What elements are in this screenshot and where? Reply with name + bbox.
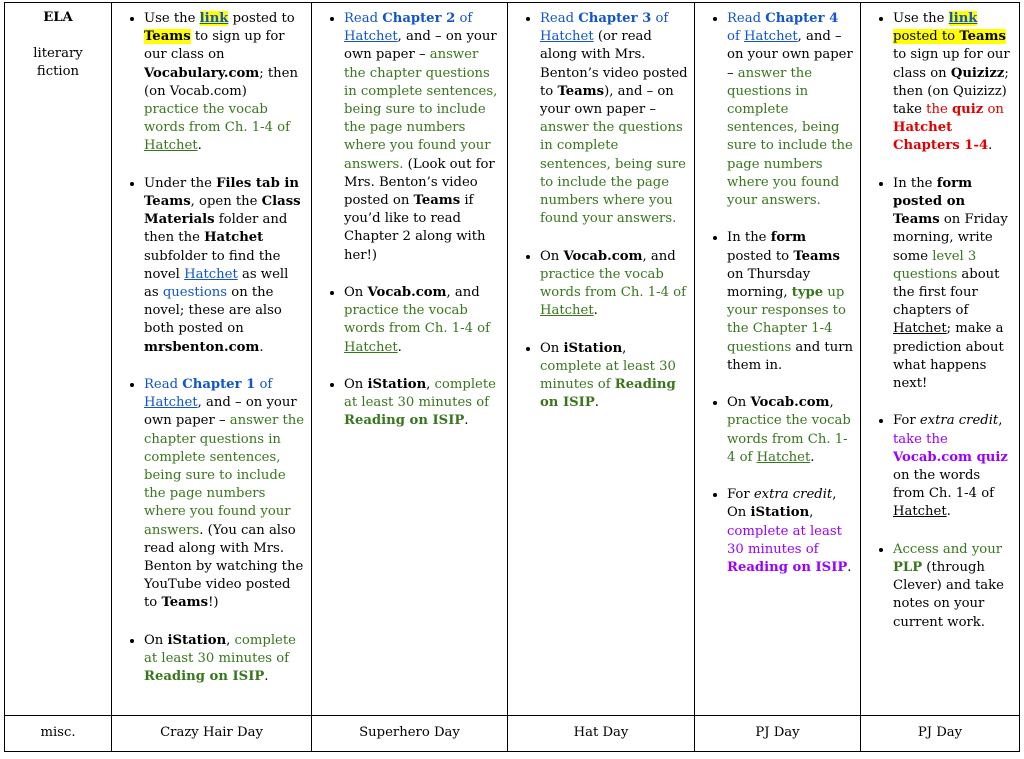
text: ; make a prediction about what happens next!	[893, 321, 1004, 392]
text: .	[847, 560, 852, 576]
list-item	[344, 375, 501, 431]
text: .	[264, 669, 269, 685]
text: Hatchet	[540, 303, 594, 319]
list-item	[727, 485, 854, 577]
text: on	[983, 102, 1004, 118]
text: iStation	[367, 377, 427, 393]
text: take the	[893, 431, 948, 447]
text: practice the vocab words from Ch. 1-4 of	[144, 102, 290, 136]
text: .	[594, 395, 599, 411]
text: !)	[208, 595, 219, 611]
text: iStation	[167, 632, 227, 648]
text: .	[197, 138, 202, 154]
questions-link[interactable]: questions	[162, 285, 228, 301]
hatchet-link[interactable]: Hatchet	[540, 29, 594, 45]
day3-cell	[508, 3, 695, 716]
text: PLP	[893, 560, 923, 576]
text: Hatchet	[344, 339, 398, 355]
text: On	[344, 377, 368, 393]
text: subfolder to find the novel	[144, 248, 281, 282]
text: Teams	[161, 595, 209, 611]
list-item	[893, 411, 1013, 521]
list-item	[540, 9, 688, 228]
text: Chapter 4	[765, 11, 839, 26]
list-item	[540, 339, 688, 413]
text: In the	[727, 230, 771, 246]
text: and turn them in.	[727, 339, 854, 373]
text: on Thursday morning,	[727, 266, 811, 301]
text: Quizizz	[950, 65, 1005, 81]
day5-cell	[861, 3, 1020, 716]
text: Hatchet	[893, 321, 947, 337]
subject-title: ELA	[43, 10, 73, 25]
text: iStation	[750, 505, 810, 521]
text: complete at least 30 minutes of	[344, 377, 496, 411]
text: (through Clever) and take notes on your current work.	[893, 560, 1004, 630]
text: form	[770, 230, 807, 246]
text: .	[397, 339, 402, 355]
subject-subtitle: fiction	[36, 64, 80, 80]
day2-cell	[312, 3, 508, 716]
text: to sign up for our class on	[144, 29, 285, 63]
text: , and – on your own paper –	[727, 29, 853, 81]
text: .	[259, 339, 264, 355]
text: On	[540, 248, 564, 264]
subject-cell-ela	[5, 3, 112, 716]
text: practice the vocab words from Ch. 1-4 of	[727, 413, 851, 465]
text: Vocab.com	[367, 285, 447, 301]
day4-theme: PJ Day	[695, 716, 861, 752]
text: Teams	[557, 83, 605, 99]
text: .	[946, 504, 951, 520]
text: Hatchet	[204, 230, 264, 246]
list-item	[144, 631, 305, 687]
text: Chapter 2	[382, 11, 456, 26]
text: Read	[144, 377, 183, 393]
quizizz-signup-link[interactable]: link	[948, 11, 978, 26]
text: ,	[426, 377, 435, 393]
text: , open the	[190, 194, 262, 210]
text: Reading on ISIP	[144, 669, 265, 685]
text: answer the questions in complete sentences, being sure to include the page numbers where you found your answers.	[727, 65, 853, 209]
text: complete at least 30 minutes of	[540, 358, 676, 393]
text: Vocabulary.com	[144, 65, 260, 81]
list-item	[144, 174, 305, 357]
day2-theme: Superhero Day	[312, 716, 508, 752]
text: ,	[809, 505, 814, 521]
text: Reading on ISIP	[540, 377, 676, 411]
list-item	[344, 283, 501, 357]
text: For	[893, 413, 920, 429]
text: of	[455, 11, 473, 26]
day2-task-list	[318, 9, 501, 431]
day1-cell	[112, 3, 312, 716]
text: Hatchet	[893, 504, 947, 520]
text: answer the questions in complete sentences, being sure to include the page numbers where you found your answers.	[540, 120, 686, 227]
text: Hatchet	[756, 449, 811, 465]
text: posted to	[893, 29, 960, 45]
list-item	[540, 247, 688, 321]
text: as well as	[144, 266, 289, 301]
text: Use the	[144, 11, 200, 26]
text: Under the	[144, 175, 217, 191]
text: answer the chapter questions in complete sentences, being sure to include the page numbers where you found your answers	[144, 413, 305, 538]
text: Access and your	[893, 541, 1003, 557]
text: , and	[446, 285, 480, 301]
text: complete at least 30 minutes of	[144, 632, 296, 667]
text: the	[926, 102, 952, 118]
hatchet-link[interactable]: Hatchet	[744, 29, 798, 45]
text: Chapter 1	[182, 377, 256, 393]
subject-subtitle: literary	[33, 46, 83, 62]
text: folder and then the	[144, 212, 288, 246]
text: Files tab in Teams	[144, 175, 299, 210]
text: of	[255, 377, 273, 393]
text: On	[727, 395, 751, 411]
text: Vocab.com quiz	[893, 449, 1008, 465]
day4-task-list	[701, 9, 854, 577]
list-item	[893, 174, 1013, 393]
text: In the	[893, 175, 937, 191]
text: iStation	[563, 340, 623, 356]
day3-theme: Hat Day	[508, 716, 695, 752]
list-item	[727, 9, 854, 210]
text: ; then (on Vocab.com)	[144, 65, 298, 99]
text: Chapter 3	[578, 11, 652, 26]
day1-task-list	[118, 9, 305, 686]
text: Read	[727, 11, 766, 26]
text: practice the vocab words from Ch. 1-4 of	[344, 303, 490, 337]
day1-theme: Crazy Hair Day	[112, 716, 312, 752]
weekly-schedule-table	[4, 2, 1020, 752]
day5-theme: PJ Day	[861, 716, 1020, 752]
text: .	[593, 303, 598, 319]
text: ,	[829, 395, 834, 411]
list-item	[144, 9, 305, 156]
text: complete at least 30 minutes of	[727, 523, 842, 557]
text: posted to	[727, 248, 794, 264]
text: Reading on ISIP	[344, 413, 465, 429]
text: quiz	[951, 102, 984, 118]
text: posted to	[228, 11, 295, 26]
text: ,	[998, 413, 1003, 429]
text: On	[540, 340, 564, 356]
list-item	[344, 9, 501, 265]
text: Teams	[144, 29, 191, 45]
text: Vocab.com	[750, 395, 830, 411]
hatchet-link[interactable]: Hatchet	[344, 29, 398, 45]
text: , and – on your own paper –	[344, 29, 497, 63]
text: of	[651, 11, 669, 26]
misc-row	[5, 716, 1020, 752]
text: if you’d like to read Chapter 2 along with her!)	[344, 193, 486, 263]
text: Class Materials	[144, 194, 301, 228]
text: up	[823, 285, 845, 301]
text: Teams	[793, 248, 840, 264]
text: Teams	[413, 193, 461, 209]
day4-cell	[695, 3, 861, 716]
text: form posted on Teams	[893, 175, 973, 228]
text: to sign up for our class on	[893, 47, 1010, 81]
text: (or read along with Mrs. Benton’s video posted to	[540, 29, 688, 99]
text: ; then (on Quizizz) take	[893, 65, 1009, 118]
text: of	[727, 29, 745, 45]
text: extra credit	[753, 487, 833, 503]
text: your responses to the Chapter 1-4 questions	[727, 303, 846, 355]
list-item	[727, 228, 854, 375]
text: Use the	[893, 11, 949, 26]
text: mrsbenton.com	[144, 339, 260, 355]
text: , On	[727, 487, 837, 521]
hatchet-link[interactable]: Hatchet	[144, 395, 198, 411]
text: on Friday morning, write some	[893, 212, 1008, 264]
text: on the novel; these are also both posted on	[144, 285, 282, 337]
ela-row	[5, 3, 1020, 716]
text: For	[727, 487, 754, 503]
text: Read	[540, 11, 579, 26]
text: about the first four chapters of	[893, 266, 1000, 319]
text: Vocab.com	[563, 248, 643, 264]
list-item	[893, 9, 1013, 156]
list-item	[893, 540, 1013, 632]
text: .	[810, 449, 815, 465]
text: practice the vocab words from Ch. 1-4 of	[540, 266, 686, 301]
text: (Look out for Mrs. Benton’s video posted on	[344, 156, 495, 209]
day3-task-list	[514, 9, 688, 412]
text: on the words from Ch. 1-4 of	[893, 468, 995, 502]
text: Teams	[959, 29, 1006, 45]
text: , and	[642, 248, 676, 264]
list-item	[727, 393, 854, 467]
text: type	[791, 285, 824, 301]
text: ), and – on your own paper –	[540, 83, 674, 118]
hatchet-novel-link[interactable]: Hatchet	[184, 266, 238, 282]
text: On	[344, 285, 368, 301]
text: On	[144, 632, 168, 648]
text: Read	[344, 11, 383, 26]
text: Reading on ISIP	[727, 560, 848, 576]
text: Hatchet	[144, 138, 198, 154]
text: level 3 questions	[893, 248, 977, 282]
text: .	[988, 138, 993, 154]
text: , and – on your own paper –	[144, 395, 297, 429]
text: .	[464, 413, 469, 429]
text: . (You can also read along with Mrs. Benton by watching the YouTube video posted to	[144, 522, 304, 611]
day5-task-list	[867, 9, 1013, 632]
text: answer the chapter questions in complete sentences, being sure to include the page numbers where you found your answers.	[344, 47, 498, 172]
list-item	[144, 375, 305, 613]
text: ,	[226, 632, 235, 648]
signup-link[interactable]: link	[199, 11, 229, 26]
subject-cell-misc: misc.	[5, 716, 112, 752]
text: extra credit	[919, 413, 999, 429]
text: ,	[622, 340, 627, 356]
text: Hatchet Chapters 1-4	[893, 120, 989, 154]
